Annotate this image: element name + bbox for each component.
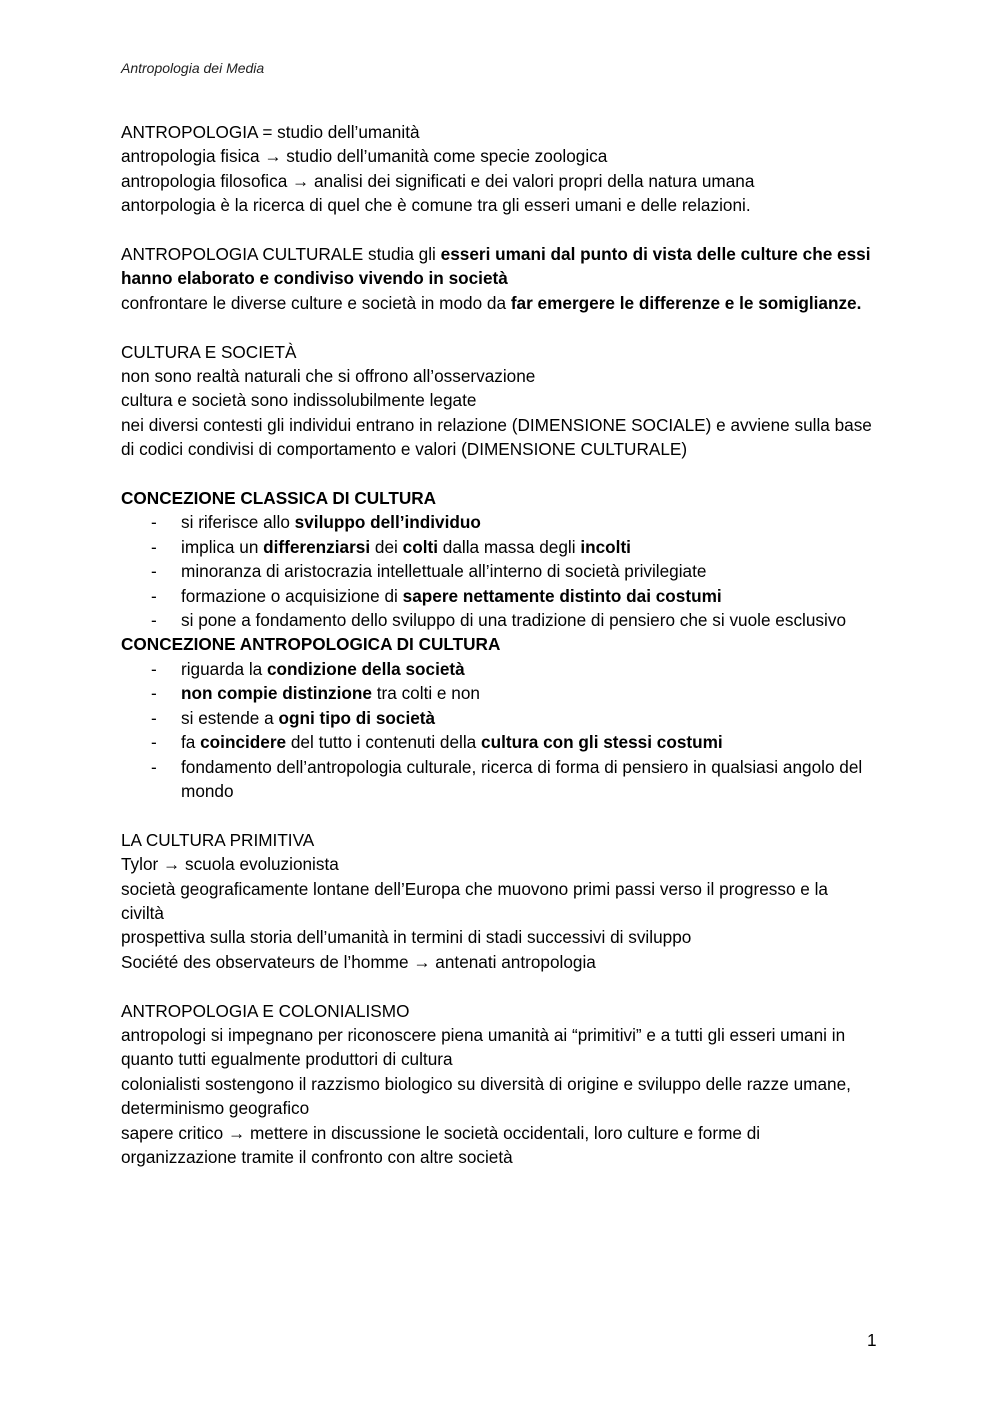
cultural-anthropology-section [121, 242, 873, 315]
bold-text: sapere nettamente distinto dai costumi [402, 585, 722, 606]
bold-text: ogni tipo di società [278, 707, 436, 728]
body-line: colonialisti sostengono il razzismo biologico su diversità di origine e sviluppo delle razze umane, determinismo geografico [121, 1073, 851, 1119]
paragraph-gap [121, 803, 873, 827]
section-heading: LA CULTURA PRIMITIVA [121, 829, 315, 850]
paragraph-gap [121, 974, 873, 998]
body-line: antropologi si impegnano per riconoscere piena umanità ai “primitivi” e a tutti gli esseri umani in quanto tutti egualmente produttori di cultura [121, 1024, 846, 1070]
anthropological-culture-section [121, 632, 873, 803]
list-item: - minoranza di aristocrazia intellettuale all’interno di società privilegiate [181, 559, 873, 583]
text-run: si riferisce allo [181, 512, 295, 533]
bold-text: far emergere le differenze e le somiglianze. [510, 292, 862, 313]
culture-society-section [121, 340, 873, 462]
bold-text: coincidere [200, 732, 287, 753]
text-run: riguarda la [181, 658, 267, 679]
body-line: non sono realtà naturali che si offrono all’osservazione [121, 366, 536, 387]
text-run: dei [370, 536, 403, 557]
section-heading: CULTURA E SOCIETÀ [121, 341, 297, 362]
bold-text: sviluppo dell’individuo [294, 512, 481, 533]
list-item [181, 510, 873, 534]
text-run: ANTROPOLOGIA CULTURALE studia gli [121, 244, 441, 265]
paragraph-gap [121, 462, 873, 486]
body-line: nei diversi contesti gli individui entrano in relazione (DIMENSIONE SOCIALE) e avviene sulla base di codici condivisi di comportamento e valori (DIMENSIONE CULTURALE) [121, 414, 872, 460]
list-item [181, 657, 873, 681]
section-heading [121, 486, 873, 510]
bullet-list [121, 510, 873, 632]
body-line: prospettiva sulla storia dell’umanità in termini di stadi successivi di sviluppo [121, 927, 692, 948]
colonialism-section [121, 999, 873, 1170]
bold-heading: CONCEZIONE CLASSICA DI CULTURA [121, 488, 437, 509]
text-run: implica un [181, 536, 264, 557]
text-run: del tutto i contenuti della [286, 732, 482, 753]
page-number: 1 [867, 1330, 877, 1350]
bold-text: differenziarsi [263, 536, 371, 557]
text-run: dalla massa degli [437, 536, 581, 557]
body-line: Tylor → scuola evoluzionista [121, 854, 339, 875]
cultural-definition [121, 242, 873, 291]
primitive-culture-section [121, 828, 873, 974]
list-item: - si pone a fondamento dello sviluppo di una tradizione di pensiero che si vuole esclusivo [181, 608, 873, 632]
intro-line: antropologia fisica → studio dell’umanità come specie zoologica [121, 146, 608, 167]
running-header: Antropologia dei Media [121, 60, 265, 76]
text-run: fa [181, 732, 201, 753]
body-line: società geograficamente lontane dell’Europa che muovono primi passi verso il progresso e la civiltà [121, 878, 828, 923]
bold-text: incolti [580, 536, 631, 557]
section-heading [121, 632, 873, 656]
intro-line: ANTROPOLOGIA = studio dell’umanità [121, 122, 420, 142]
text-run: si estende a [181, 707, 279, 728]
body-line: Société des observateurs de l’homme → antenati antropologia [121, 951, 596, 972]
bold-text: colti [402, 536, 438, 557]
list-item [181, 730, 873, 754]
list-item [181, 681, 873, 705]
paragraph-gap [121, 218, 873, 242]
list-item: - fondamento dell’antropologia culturale, ricerca di forma di pensiero in qualsiasi angolo del mondo [181, 755, 873, 804]
cultural-goal [121, 291, 873, 315]
bold-heading: CONCEZIONE ANTROPOLOGICA DI CULTURA [121, 634, 501, 655]
section-heading: ANTROPOLOGIA E COLONIALISMO [121, 1000, 410, 1021]
document-body [121, 120, 873, 1169]
paragraph-gap [121, 315, 873, 339]
text-run: confrontare le diverse culture e società in modo da [121, 292, 511, 313]
intro-section [121, 120, 873, 218]
bold-text: cultura con gli stessi costumi [481, 732, 723, 753]
text-run: tra colti e non [371, 683, 480, 704]
list-item [181, 535, 873, 559]
bold-text: non compie distinzione [181, 683, 372, 704]
classical-culture-section [121, 486, 873, 632]
list-item [181, 706, 873, 730]
intro-line: antropologia filosofica → analisi dei significati e dei valori propri della natura umana [121, 170, 755, 191]
body-line: sapere critico → mettere in discussione le società occidentali, loro culture e forme di organizzazione tramite il confronto con altre società [121, 1122, 761, 1167]
bold-text: esseri umani dal punto di vista delle culture che essi hanno elaborato e condiviso vivendo in società [121, 244, 871, 289]
bullet-list [121, 657, 873, 803]
bold-text: condizione della società [267, 658, 465, 679]
text-run: formazione o acquisizione di [181, 585, 403, 606]
intro-line: antorpologia è la ricerca di quel che è comune tra gli esseri umani e delle relazioni. [121, 195, 751, 216]
body-line: cultura e società sono indissolubilmente legate [121, 390, 477, 411]
list-item [181, 584, 873, 608]
